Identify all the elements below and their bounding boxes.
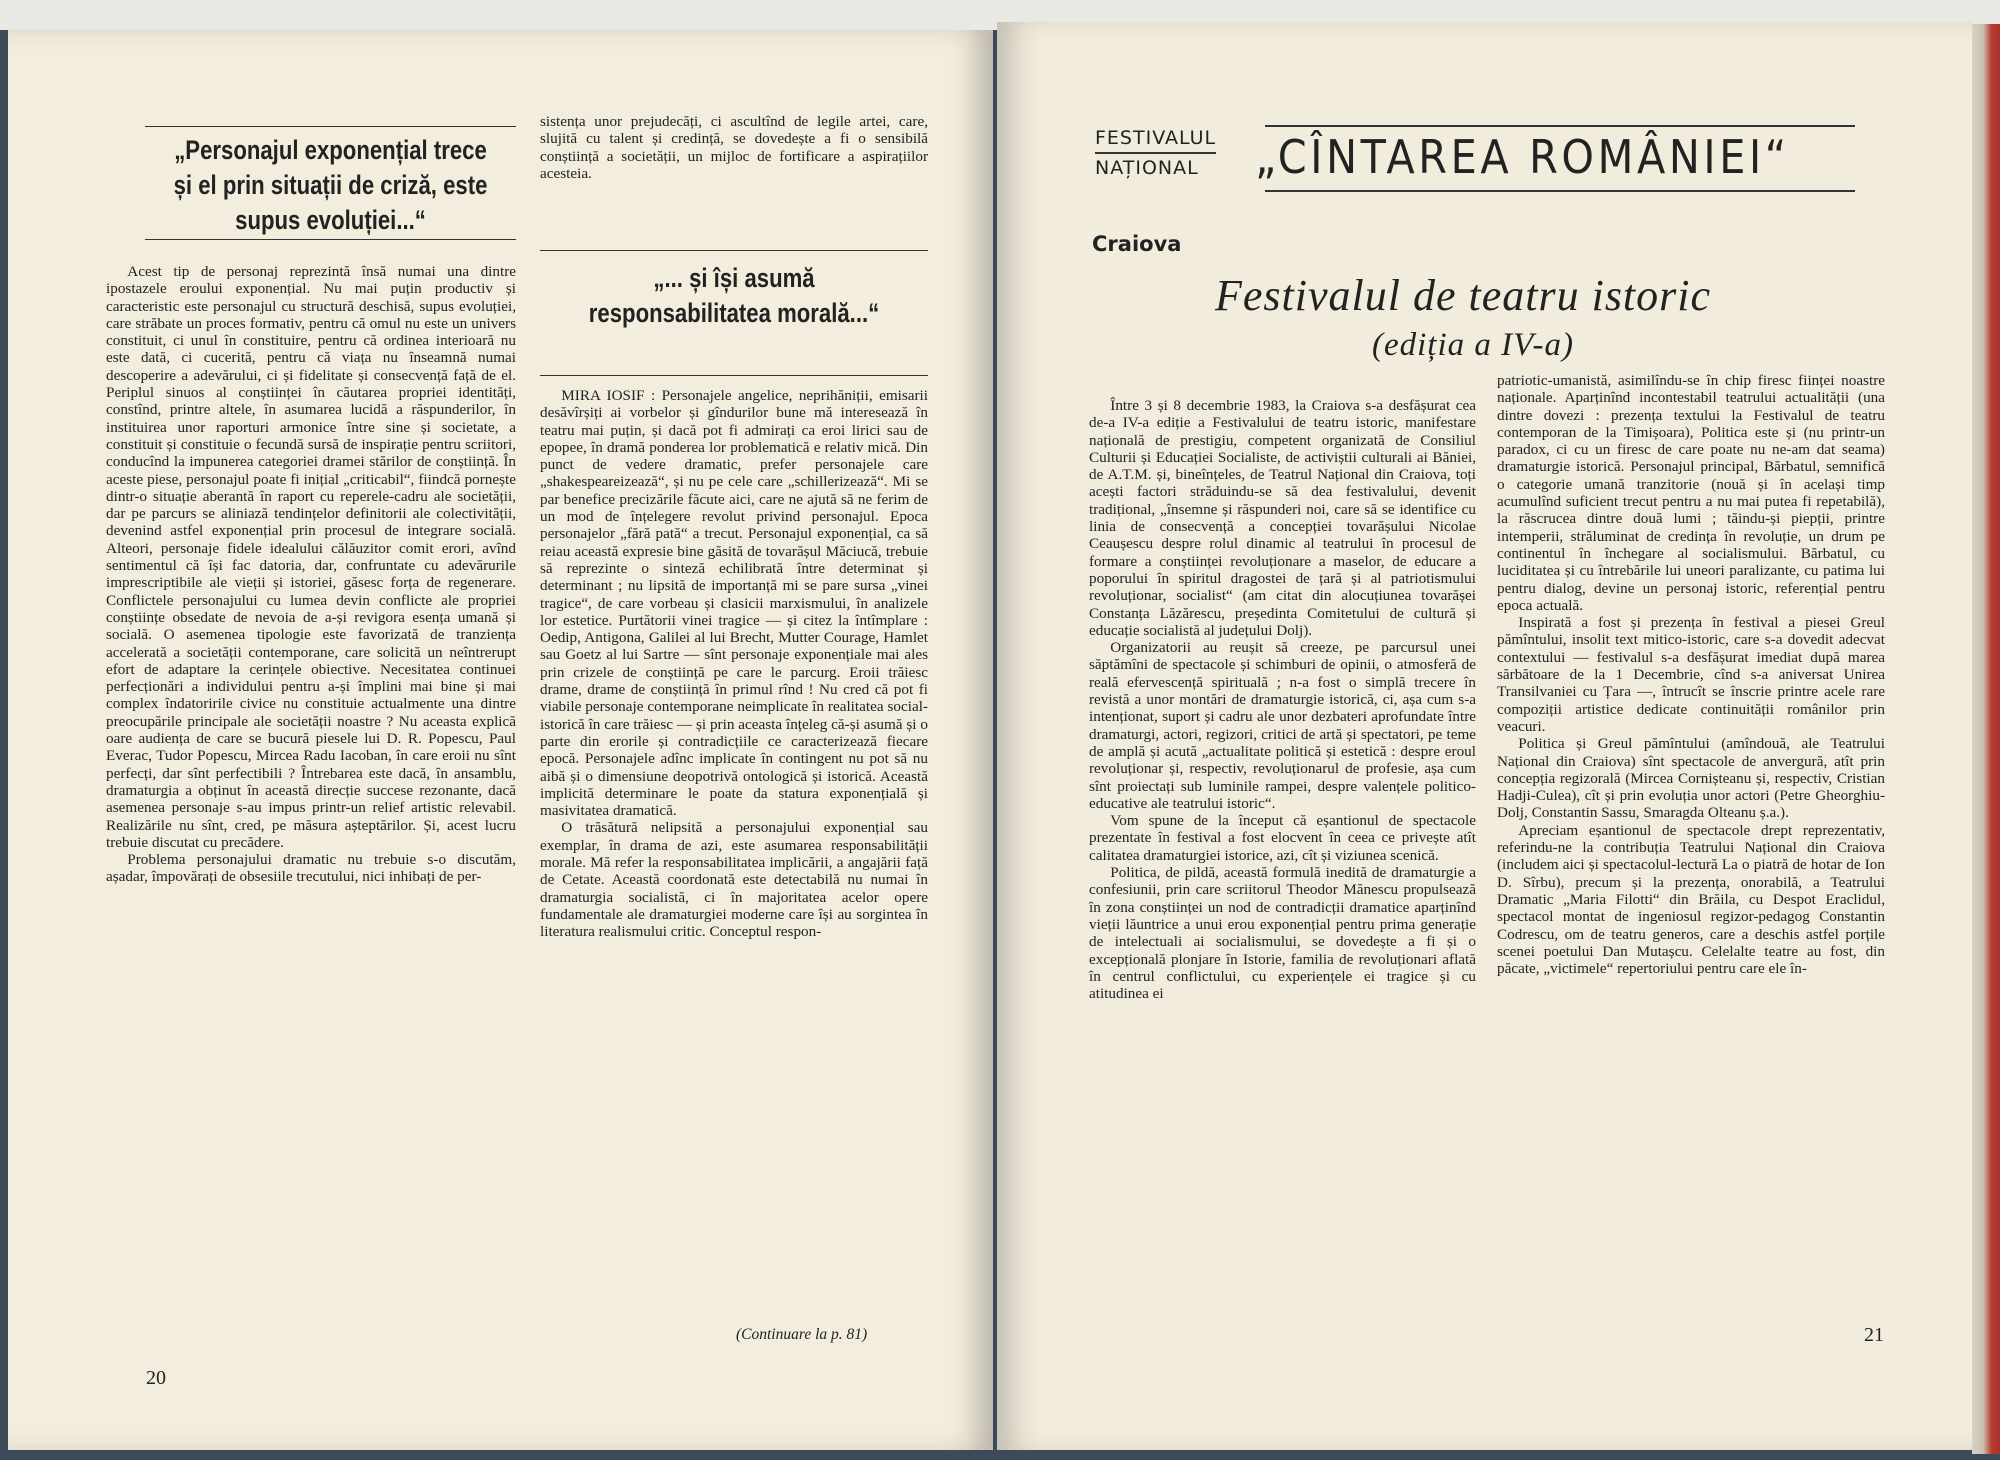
- left-column-2: [540, 387, 928, 941]
- page-number: 20: [146, 1367, 166, 1389]
- city-label: Craiova: [1092, 232, 1182, 256]
- heading-rule-bottom: [145, 239, 516, 240]
- right-column-1: [1089, 397, 1476, 1002]
- paragraph: Politica, de pildă, această formulă inedită de dramaturgie a confesiunii, prin care scriitorul Theodor Mănescu propulsează în zona conștiinței un nod de contradicții dramatice aparținînd vieții lăuntrice a unui erou exponențial pentru prima generație de intelectuali ai socialismului, se dovedește a fi și o excepțională plonjare în Istorie, familia de revoluționari aflată în centrul conflictului, cu experiențele ei tragice și cu atitudinea ei: [1089, 864, 1476, 1003]
- paragraph: Apreciam eșantionul de spectacole drept reprezentativ, referindu-ne la contribuția Teatrului Național din Craiova (includem aici și spectacolul-lectură La o piatră de hotar de Ion D. Sîrbu), precum și la prezența, onorabilă, a Teatrului Dramatic „Maria Filotti“ din Brăila, cu Despot Eraclidul, spectacol montat de ingeniosul regizor-pedagog Constantin Codrescu, om de teatru generos, care a deschis astfel porțile scenei poetului Dan Mutașcu. Celelalte teatre au fost, din păcate, „victimele“ repertoriului pentru care ele în-: [1497, 821, 1885, 978]
- paragraph: O trăsătură nelipsită a personajului exponențial sau exemplar, în drama de azi, este asumarea responsabilității morale. Mă refer la responsabilitatea implicării, a angajării față de Cetate. Această coordonată este detectabilă nu numai în dramaturgia socialistă, ci în majoritatea acelor opere fundamentale ale dramaturgiei moderne care își au sorgintea în literatura realismului critic. Conceptul respon-: [540, 819, 928, 941]
- page-number: 21: [1864, 1324, 1884, 1346]
- paragraph: Acest tip de personaj reprezintă însă numai una dintre ipostazele eroului exponențial. Nu mai puțin productiv și caracteristic este personajul cu structură deschisă, supus evoluției, care străbate un proces formativ, pentru că omul nu este un univers constituit, ci unul în constituire, pentru că ordinea interioară nu este dată, ci cucerită, pentru că viața nu înseamnă numai descoperire a adevărului, ci și fidelitate și consecvență față de el. Periplul sinuos al conștiinței în căutarea propriei identități, constînd, printre altele, în asumarea lucidă a răspunderilor, în instituirea unor raporturi armonice între sine și societate, a constituit și constituie o fecundă sursă de inspirație pentru scriitori, conducînd la impunerea categoriei dramei stărilor de conștiință. În aceste piese, personajul poate fi inițial „criticabil“, fiindcă pornește dintr-o situație aberantă în raport cu reperele-cadru ale societății, dar pe parcurs se aliniază tendințelor definitorii ale colectivității, devenind astfel exponențial prin procesul de integrare socială. Alteori, personaje fidele idealului călăuzitor comit erori, avînd sentimentul că își fac datoria, dar, confruntate cu adevărurile imprescriptibile ale vieții și istoriei, găsesc forța de regenerare. Conflictele personajului cu lumea devin conflicte ale propriei conștiințe obsedate de nevoia de a-și revigora esența umană și socială. O asemenea tipologie este favorizată de tranziența accelerată a societății contemporane, care solicită un neîntrerupt efort de adaptare la cerințele obiective. Necesitatea continuei perfecționări a individului pentru a-și împlini mai bine și mai complex îndatoririle civice nu constituie actualmente una dintre preocupările principale ale societății noastre ? Nu aceasta explică oare audiența de care se bucură piesele lui D. R. Popescu, Paul Everac, Tudor Popescu, Mircea Radu Iacoban, în care eroii nu sînt perfecți, dar sînt perfectibili ? Întrebarea este dacă, în ansamblu, dramaturgia a obținut în această direcție succese rezonante, dacă asemenea personaje s-au impus printr-un relief artistic relevabil. Realizările nu sînt, cred, pe măsura așteptărilor. Și, acest lucru trebuie discutat cu precădere.: [106, 263, 516, 851]
- paragraph: Problema personajului dramatic nu trebuie s-o discutăm, așadar, împovărați de obsesiile trecutului, nici inhibați de per-: [106, 851, 516, 886]
- paragraph: Vom spune de la început că eșantionul de spectacole prezentate în festival a fost elocvent în ceea ce privește atît calitatea dramaturgiei istorice, azi, cît și viziunea scenică.: [1089, 812, 1476, 864]
- moral-rule-bottom: [540, 375, 928, 376]
- festival-line-2: NAȚIONAL: [1095, 152, 1216, 180]
- paragraph: Organizatorii au reușit să creeze, pe parcursul unei săptămîni de spectacole și schimburi de opinii, o atmosferă de reală efervescență spirituală ; n-a fost o simplă trecere în revistă a unor montări de dramaturgie istorică, ci, așa cum s-a intenționat, suport și cadru ale unor dezbateri aprofundate între dramaturgi, actori, regizori, critici de artă și spectatori, pe teme de amplă și acută „actualitate politică și estetică : despre eroul revoluționar și, respectiv, revoluționarul de profesie, așa cum sînt proiectați sub luminile rampei, despre valențele politico-educative ale teatrului istoric“.: [1089, 639, 1476, 812]
- speaker-name: MIRA IOSIF: [561, 387, 645, 404]
- cintarea-rule-top: [1265, 125, 1855, 127]
- paragraph: sistența unor prejudecăți, ci ascultînd de legile artei, care, slujită cu talent și credință, se dovedește a fi o sensibilă conștiință a societății, un mijloc de fortificare a aspirațiilor acesteia.: [540, 113, 928, 182]
- paragraph: Între 3 și 8 decembrie 1983, la Craiova s-a desfășurat cea de-a IV-a ediție a Festivalului de teatru istoric, manifestare națională de prestigiu, competent organizată de Consiliul Culturii și Educației Socialiste, de activiștii culturali ai Băniei, de A.T.M. și, bineînțeles, de Teatrul Național din Craiova, toți acești factori străduindu-se să dea festivalului, devenit tradițional, „însemne și răspunderi noi, care să se identifice cu linia de consecvență a concepției tovarășului Nicolae Ceaușescu despre rolul dinamic al teatrului în procesul de formare a conștiinței revoluționare a maselor, de educare a poporului în spiritul dragostei de țară și al patriotismului revoluționar, socialist“ (am citat din alocuțiunea tovarășei Constanța Lăzărescu, președinta Comitetului de cultură și educație socialistă al județului Dolj).: [1089, 397, 1476, 639]
- cintarea-rule-bottom: [1265, 190, 1855, 192]
- right-page: [997, 22, 1972, 1450]
- continuation-note: (Continuare la p. 81): [736, 1326, 868, 1343]
- cintarea-title: „CÎNTAREA ROMÂNIEI“: [1255, 130, 1790, 184]
- festival-line-1: FESTIVALUL: [1095, 127, 1217, 149]
- left-page: [8, 30, 993, 1450]
- paragraph: Politica și Greul pămîntului (amîndouă, ale Teatrului Național din Craiova) sînt spectacole de anvergură, atît prin concepția regizorală (Mircea Cornișteanu și, respectiv, Cristian Hadji-Culea), cît și prin evoluția unor actori (Petre Gheorghiu-Dolj, Constantin Sassu, Smaragda Olteanu ș.a.).: [1497, 735, 1885, 822]
- right-column-2: [1497, 372, 1885, 977]
- paragraph: patriotic-umanistă, asimilîndu-se în chip firesc ființei noastre naționale. Aparținînd incontestabil teatrului actualității (una dintre dovezi : prezența textului la Festivalul de teatru contemporan de la Timișoara), Politica este și (nu printr-un paradox, ci cu un firesc de care poate nu ne-am dat seama) dramaturgie istorică. Personajul principal, Bărbatul, semnifică o categorie umană tranzitorie (nouă și în același timp acumulînd suficient trecut pentru a nu mai putea fi repetabilă), la răscrucea dintre două lumi ; tăindu-și piepții, printre intemperii, străluminat de credința în revoluție, un drum pe continentul în închegare al socialismului. Bărbatul, cu luciditatea și cu întrebările lui uneori paralizante, cu patima lui pentru dialog, devine un personaj istoric, referențial pentru epoca actuală.: [1497, 372, 1885, 614]
- paragraph: : Personajele angelice, neprihăniții, emisarii desăvîrșiți ai vorbelor și gîndurilor bune mă interesează în teatru mai puțin, și dacă pot fi admirați ca eroi lirici sau de epopee, în dramă ponderea lor problematică e relativ mică. Din punct de vedere dramatic, prefer personajele care „shakespeareizează“, și nu pe cele care „schillerizează“. Mi se par benefice precizările făcute aici, care ne ajută să ne ferim de un mod de înțelegere revolut privind personajul. Epoca personajelor „fără pată“ a trecut. Personajul exponențial, ca să reiau această expresie bine găsită de tovarășul Măciucă, trebuie să reprezinte o sinteză echilibrată între determinat și determinant ; nu lipsită de importanță mi se pare sursa „vinei tragice“, de care vorbeau și clasicii marxismului, în analizele lor estetice. Purtătorii vinei tragice — și citez la întîmplare : Oedip, Antigona, Galilei al lui Brecht, Mutter Courage, Hamlet sau Goetz al lui Sartre — sînt personaje exponențiale mai ales prin crizele de conștiință pe care le parcurg. Eroii trăiesc drame, drame de conștiință în primul rînd ! Nu cred că pot fi viabile personaje contemporane neimplicate în realitatea social-istorică în care trăiesc — și prin aceasta înțeleg că-și asumă și o parte din erorile și contradicțiile ce caracterizează fiecare epocă. Personajele adînc implicate în contingent nu pot să nu aibă și o dimensiune deopotrivă ontologică și istorică. Această implicită determinare le poate da statura exponențială și masivitatea dramatică.: [540, 387, 928, 820]
- left-column-1: [106, 263, 516, 886]
- article-title: Festivalul de teatru istoric: [1215, 271, 1712, 320]
- heading-crisis: „Personajul exponențial trece și el prin situații de criză, este supus evoluției...“: [173, 135, 488, 235]
- left-column-2-top: [540, 113, 928, 182]
- page-edges: [1972, 24, 2000, 1454]
- paragraph: Inspirată a fost și prezența în festival a piesei Greul pămîntului, insolit text mitico-istoric, care s-a dovedit adecvat contextului — festivalul s-a desfășurat imediat după marea sărbătoare de la 1 Decembrie, cînd s-a aniversat Unirea Transilvaniei cu Țara —, întrucît se înscrie printre acele rare compoziții artistice dedicate continuității românilor prin veacuri.: [1497, 614, 1885, 735]
- heading-moral: „... și își asumă responsabilitatea morală...“: [588, 263, 880, 328]
- article-subtitle: (ediția a IV-a): [1372, 327, 1574, 363]
- moral-rule-top: [540, 250, 928, 251]
- heading-rule-top: [145, 126, 516, 127]
- festival-label: [1095, 126, 1216, 180]
